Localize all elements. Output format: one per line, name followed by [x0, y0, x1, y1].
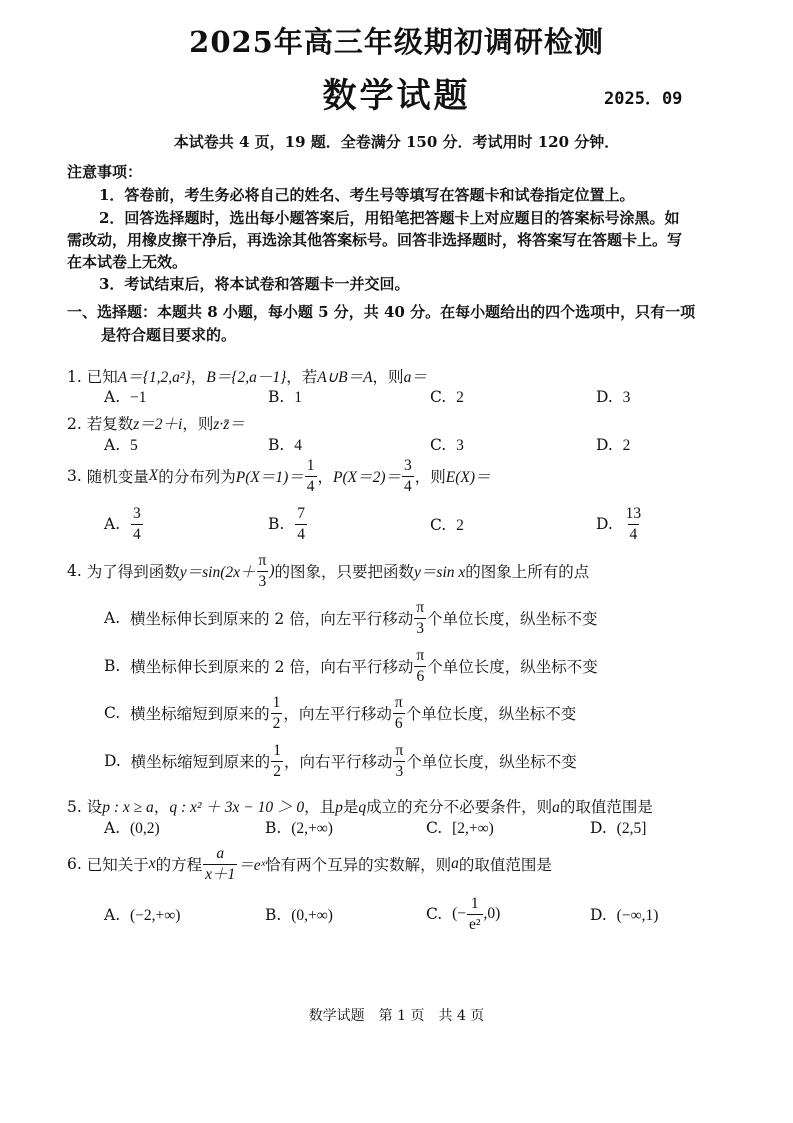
proposition-q: q : x² ＋ 3x − 10 ＞ 0: [169, 799, 305, 816]
option-label: D.: [104, 752, 121, 770]
denominator: 6: [394, 714, 403, 732]
prob-expr-1: P(X＝1)＝: [235, 469, 304, 486]
option-text: ，向左平行移动: [283, 705, 392, 723]
q5-option-b[interactable]: [265, 819, 333, 838]
equation-rhs: ＝eˣ: [238, 857, 266, 874]
numerator: 13: [625, 505, 642, 522]
option-value: [2,+∞): [452, 820, 494, 837]
question-text: 已知关于: [86, 856, 149, 874]
option-value: (2,+∞): [291, 820, 333, 837]
section-heading-line-2: 是符合题目要求的。: [101, 326, 237, 344]
option-text: 个单位长度，纵坐标不变: [406, 753, 577, 771]
denominator: 4: [404, 477, 412, 495]
option-label: B.: [268, 515, 285, 533]
option-value: (2,5]: [616, 820, 647, 837]
denominator: 3: [416, 619, 424, 637]
fraction: [257, 553, 269, 589]
option-text: 横坐标缩短到原来的: [130, 705, 270, 723]
q5-option-c[interactable]: [426, 819, 494, 838]
option-value: 3: [622, 389, 631, 406]
question-text: 已知: [86, 368, 118, 386]
complex-number: z＝2＋i: [133, 416, 183, 433]
option-value: 2: [456, 517, 464, 534]
numerator: π: [416, 599, 425, 616]
question-text: ，则: [372, 368, 404, 386]
fraction: [414, 600, 426, 636]
option-label: C.: [426, 905, 443, 923]
question-text: ，则: [414, 468, 446, 486]
denominator: 2: [273, 762, 281, 780]
numerator: π: [416, 647, 425, 664]
q4-option-c[interactable]: [104, 695, 576, 731]
question-text: ，若: [286, 368, 318, 386]
option-text: 个单位长度，纵坐标不变: [405, 705, 577, 723]
option-label: A.: [104, 609, 121, 627]
question-number: 2.: [67, 415, 82, 433]
fraction: [393, 743, 405, 779]
numerator: 3: [404, 457, 412, 474]
question-3: [67, 458, 491, 494]
q6-option-d[interactable]: [590, 906, 658, 925]
q3-option-c[interactable]: [430, 516, 464, 535]
option-label: B.: [265, 906, 282, 924]
notice-item-2-line-2: 需改动，用橡皮擦干净后，再选涂其他答案标号。回答非选择题时，将答案写在答题卡上。写: [67, 231, 683, 249]
numerator: 3: [132, 505, 141, 522]
var-a: a: [451, 855, 459, 872]
page-footer: 数学试题 第 1 页 共 4 页: [308, 1008, 485, 1024]
q6-option-c[interactable]: [426, 896, 500, 932]
question-4: [67, 553, 589, 589]
option-value: 5: [129, 437, 138, 454]
exam-intro: 本试卷共 4 页，19 题．全卷满分 150 分．考试用时 120 分钟．: [173, 133, 620, 151]
question-1: [67, 365, 427, 387]
fraction: [467, 896, 483, 932]
option-text: (−: [452, 905, 466, 922]
fraction: [305, 458, 317, 494]
var-q: q: [358, 799, 367, 816]
question-text: ，则: [182, 415, 214, 433]
option-value: 1: [294, 389, 302, 406]
option-label: B.: [265, 819, 282, 837]
option-label: C.: [430, 388, 447, 406]
option-text: 横坐标缩短到原来的: [130, 753, 271, 771]
q5-option-d[interactable]: [590, 819, 646, 838]
ask: a＝: [403, 369, 427, 386]
question-number: 6.: [67, 855, 82, 873]
question-text: 成立的充分不必要条件，则: [366, 798, 553, 816]
question-text: 随机变量: [86, 468, 149, 486]
q1-option-d[interactable]: [596, 388, 630, 407]
question-number: 5.: [67, 798, 82, 816]
numerator: 7: [297, 505, 305, 522]
q2-option-a[interactable]: [104, 436, 138, 455]
var-p: p: [335, 799, 343, 816]
option-label: A.: [104, 819, 121, 837]
question-2: [67, 412, 245, 434]
fraction: [414, 648, 426, 684]
target-function: y＝sin(2x＋: [179, 564, 256, 581]
question-text: 的取值范围是: [458, 856, 552, 874]
denominator: 4: [306, 477, 315, 495]
question-text: 恰有两个互异的实数解，则: [265, 856, 452, 874]
q5-option-a[interactable]: [104, 819, 160, 838]
separator: ，: [190, 368, 207, 386]
denominator: 4: [297, 525, 305, 543]
question-text: ，且: [304, 798, 336, 816]
paren: ): [269, 562, 275, 579]
notice-item-2-line-3: 在本试卷上无效。: [67, 253, 188, 271]
option-label: B.: [268, 436, 285, 454]
denominator: 4: [629, 525, 638, 543]
var-a: a: [552, 799, 560, 816]
q2-option-d[interactable]: [596, 436, 630, 455]
option-label: D.: [596, 515, 613, 533]
subject-title: 数学试题: [322, 76, 471, 116]
ask: E(X)＝: [445, 469, 491, 486]
notice-item-2-line-1: 2．回答选择题时，选出每小题答案后，用铅笔把答题卡上对应题目的答案标号涂黑。如: [99, 209, 680, 227]
option-text: 个单位长度，纵坐标不变: [427, 610, 598, 628]
option-label: A.: [104, 906, 121, 924]
notice-item-1: 1．答卷前，考生务必将自己的姓名、考生号等填写在答题卡和试卷指定位置上。: [99, 186, 635, 204]
notice-heading: 注意事项：: [67, 163, 143, 181]
option-label: A.: [104, 436, 121, 454]
numerator: 1: [273, 742, 281, 759]
option-label: B.: [268, 388, 285, 406]
option-value: 3: [456, 437, 464, 454]
base-function: y＝sin x: [414, 564, 466, 581]
denominator: 3: [395, 762, 404, 780]
numerator: π: [394, 694, 403, 711]
q2-option-b[interactable]: [268, 436, 302, 455]
option-label: D.: [596, 436, 613, 454]
option-value: (−2,+∞): [129, 907, 181, 924]
proposition-p: p : x ≥ a: [102, 799, 154, 816]
q1-option-b[interactable]: [268, 388, 302, 407]
numerator: π: [395, 742, 404, 759]
question-6: [67, 846, 552, 882]
option-value: 4: [294, 437, 302, 454]
fraction: [393, 695, 405, 731]
option-value: (0,+∞): [291, 907, 333, 924]
exam-date: 2025．09: [604, 89, 683, 109]
denominator: x＋1: [205, 865, 236, 883]
option-label: B.: [104, 657, 121, 675]
exam-title: 2025年高三年级期初调研检测: [189, 25, 604, 59]
question-text: 设: [86, 798, 103, 816]
option-label: C.: [426, 819, 443, 837]
option-label: D.: [590, 819, 607, 837]
option-label: C.: [430, 516, 447, 534]
separator: ，: [317, 468, 334, 486]
fraction: [203, 846, 237, 882]
numerator: a: [216, 845, 225, 862]
q6-option-a[interactable]: [104, 906, 180, 925]
option-text: 横坐标伸长到原来的 2 倍，向左平行移动: [129, 610, 414, 628]
q4-option-b[interactable]: [104, 648, 598, 684]
question-number: 4.: [67, 562, 82, 580]
option-value: (0,2): [129, 820, 160, 837]
section-heading-line-1: 一、选择题：本题共 8 小题，每小题 5 分，共 40 分。在每小题给出的四个选项中，只有一项: [67, 303, 696, 321]
option-label: A.: [104, 388, 121, 406]
q3-option-b[interactable]: [268, 506, 308, 542]
q3-option-d[interactable]: [596, 506, 644, 542]
union-condition: A∪B＝A: [317, 369, 373, 386]
denominator: 6: [416, 667, 425, 685]
option-value: −1: [129, 389, 147, 406]
q6-option-b[interactable]: [265, 906, 333, 925]
option-value: 2: [456, 389, 464, 406]
q1-option-a[interactable]: [104, 388, 146, 407]
option-label: C.: [104, 704, 121, 722]
numerator: 1: [306, 457, 315, 474]
option-label: D.: [590, 906, 607, 924]
set-b: B＝{2,a－1}: [206, 369, 287, 386]
question-text: 为了得到函数: [86, 563, 180, 581]
question-text: 的分布列为: [158, 468, 236, 486]
question-text: 的取值范围是: [559, 798, 653, 816]
option-text: 横坐标伸长到原来的 2 倍，向右平行移动: [130, 658, 414, 676]
option-text: 个单位长度，纵坐标不变: [427, 658, 598, 676]
fraction: [624, 506, 644, 542]
fraction: [295, 506, 307, 542]
numerator: π: [258, 552, 267, 569]
q1-option-c[interactable]: [430, 388, 464, 407]
var-x: x: [148, 855, 156, 872]
set-a: A＝{1,2,a²}: [117, 369, 191, 386]
fraction: [271, 695, 283, 731]
question-text: 的图象，只要把函数: [274, 563, 415, 581]
question-text: 的方程: [155, 856, 203, 874]
denominator: 4: [132, 525, 141, 543]
fraction: [271, 743, 283, 779]
q4-option-d[interactable]: [104, 743, 577, 779]
numerator: 1: [470, 895, 479, 912]
denominator: e²: [469, 915, 481, 933]
question-text: 是: [342, 798, 359, 816]
denominator: 3: [258, 572, 267, 590]
random-variable: X: [148, 467, 159, 484]
option-value: 2: [622, 437, 631, 454]
numerator: 1: [272, 694, 281, 711]
notice-item-3: 3．考试结束后，将本试卷和答题卡一并交回。: [99, 275, 410, 293]
ask: z·z̄＝: [213, 416, 245, 433]
option-label: D.: [596, 388, 613, 406]
separator: ，: [153, 798, 170, 816]
question-number: 1.: [67, 368, 82, 386]
question-5: [67, 795, 653, 817]
q3-option-a[interactable]: [104, 506, 144, 542]
question-text: 的图象上所有的点: [465, 563, 590, 581]
fraction: [131, 506, 143, 542]
q2-option-c[interactable]: [430, 436, 464, 455]
option-value: (−∞,1): [616, 907, 659, 924]
option-text: ,0): [483, 905, 501, 922]
option-text: ，向右平行移动: [283, 753, 393, 771]
option-label: A.: [104, 515, 121, 533]
prob-expr-2: P(X＝2)＝: [333, 469, 402, 486]
question-text: 若复数: [86, 415, 134, 433]
q4-option-a[interactable]: [104, 600, 598, 636]
fraction: [402, 458, 414, 494]
denominator: 2: [272, 714, 281, 732]
question-number: 3.: [67, 467, 82, 485]
option-label: C.: [430, 436, 447, 454]
